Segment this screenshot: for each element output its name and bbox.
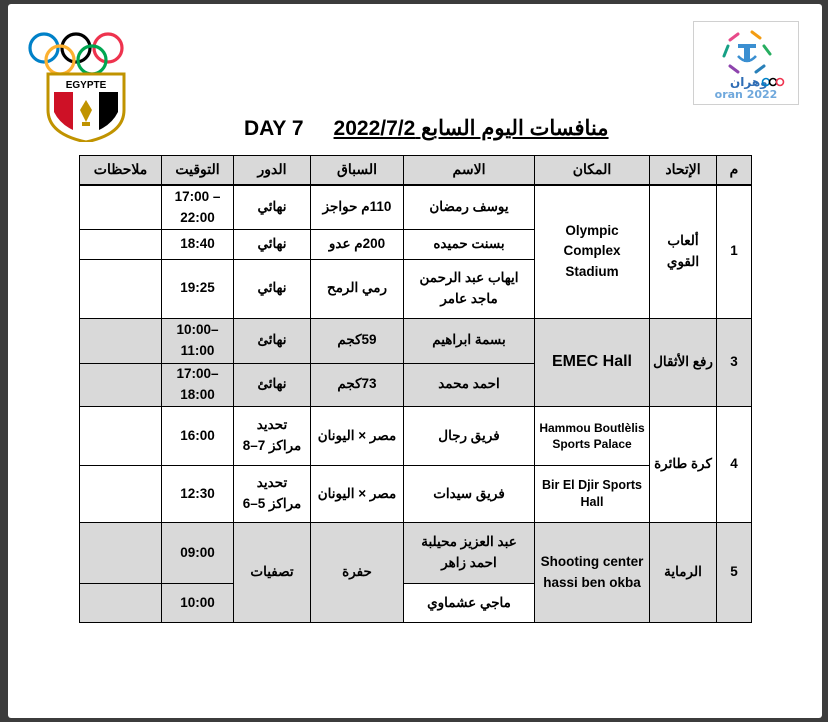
- event-cell: 110م حواجز: [311, 185, 404, 230]
- round-cell: [234, 407, 311, 466]
- title-arabic: منافسات اليوم السابع 2022/7/2: [333, 117, 609, 140]
- table-row: [80, 523, 752, 584]
- time-cell: [162, 318, 234, 363]
- name-cell: يوسف رمضان: [404, 185, 535, 230]
- round-line: تحديد: [256, 475, 288, 491]
- time-line: 18:00: [180, 386, 215, 402]
- time-cell: 10:00: [162, 584, 234, 623]
- name-cell: احمد محمد: [404, 363, 535, 407]
- table-row: [80, 318, 752, 363]
- header-no: م: [717, 156, 752, 186]
- venue-cell: Shooting center hassi ben okba: [535, 523, 650, 623]
- header-name: الاسم: [404, 156, 535, 186]
- notes-cell: [80, 584, 162, 623]
- oran-2022-logo: [693, 21, 799, 105]
- table-row: [80, 407, 752, 466]
- event-cell: 73كجم: [311, 363, 404, 407]
- schedule-table: [79, 155, 752, 623]
- name-cell: بسنت حميده: [404, 230, 535, 260]
- event-cell: 200م عدو: [311, 230, 404, 260]
- page-title: [244, 116, 609, 141]
- egypt-olympic-committee-logo: [24, 30, 148, 142]
- row-number: 4: [717, 407, 752, 523]
- table-header-row: [80, 156, 752, 186]
- time-cell: [162, 363, 234, 407]
- notes-cell: [80, 259, 162, 318]
- name-line: ايهاب عبد الرحمن: [419, 269, 519, 285]
- header-time: التوقيت: [162, 156, 234, 186]
- name-cell: فريق سيدات: [404, 466, 535, 523]
- time-line: 11:00: [180, 342, 215, 358]
- round-cell: نهائي: [234, 259, 311, 318]
- header-federation: الإتحاد: [650, 156, 717, 186]
- federation-cell: رفع الأثقال: [650, 318, 717, 406]
- name-cell: [404, 259, 535, 318]
- document-page: [8, 4, 822, 718]
- time-cell: 16:00: [162, 407, 234, 466]
- name-line: عبد العزيز محيلبة: [421, 534, 517, 550]
- name-line: احمد زاهر: [441, 555, 497, 571]
- name-cell: فريق رجال: [404, 407, 535, 466]
- notes-cell: [80, 185, 162, 230]
- name-cell: ماجي عشماوي: [404, 584, 535, 623]
- name-cell: [404, 523, 535, 584]
- federation-cell: الرماية: [650, 523, 717, 623]
- name-line: ماجد عامر: [440, 290, 498, 306]
- notes-cell: [80, 407, 162, 466]
- svg-text:oran 2022: oran 2022: [714, 88, 778, 101]
- title-day: DAY 7: [244, 117, 304, 140]
- row-number: 1: [717, 185, 752, 318]
- notes-cell: [80, 318, 162, 363]
- time-line: 17:00–: [176, 365, 219, 381]
- notes-cell: [80, 466, 162, 523]
- time-cell: 09:00: [162, 523, 234, 584]
- time-line: 10:00–: [176, 321, 219, 337]
- round-line: تحديد: [256, 417, 288, 433]
- event-cell: مصر × اليونان: [311, 407, 404, 466]
- time-cell: 17:00 – 22:00: [162, 185, 234, 230]
- event-cell: 59كجم: [311, 318, 404, 363]
- round-line: مراكز 7–8: [242, 438, 302, 454]
- row-number: 5: [717, 523, 752, 623]
- round-line: مراكز 5–6: [242, 496, 302, 512]
- notes-cell: [80, 363, 162, 407]
- round-cell: نهائي: [234, 185, 311, 230]
- venue-cell: Hammou Boutlèlis Sports Palace: [535, 407, 650, 466]
- header-event: السباق: [311, 156, 404, 186]
- round-cell: نهائي: [234, 230, 311, 260]
- header-notes: ملاحظات: [80, 156, 162, 186]
- notes-cell: [80, 523, 162, 584]
- federation-cell: كرة طائرة: [650, 407, 717, 523]
- round-cell: تصفيات: [234, 523, 311, 623]
- time-cell: 18:40: [162, 230, 234, 260]
- federation-cell: ألعاب القوي: [650, 185, 717, 318]
- event-cell: رمي الرمح: [311, 259, 404, 318]
- time-cell: 12:30: [162, 466, 234, 523]
- name-cell: بسمة ابراهيم: [404, 318, 535, 363]
- notes-cell: [80, 230, 162, 260]
- round-cell: نهائئ: [234, 363, 311, 407]
- table-row: [80, 185, 752, 230]
- svg-text:وهران: وهران: [730, 75, 768, 89]
- venue-cell: Bir El Djir Sports Hall: [535, 466, 650, 523]
- event-cell: مصر × اليونان: [311, 466, 404, 523]
- svg-text:EGYPTE: EGYPTE: [65, 80, 107, 91]
- header-venue: المكان: [535, 156, 650, 186]
- round-cell: [234, 466, 311, 523]
- time-cell: 19:25: [162, 259, 234, 318]
- row-number: 3: [717, 318, 752, 406]
- oran-emblem-icon: [694, 22, 798, 104]
- event-cell: حفرة: [311, 523, 404, 623]
- header-round: الدور: [234, 156, 311, 186]
- venue-cell: Olympic Complex Stadium: [535, 185, 650, 318]
- round-cell: نهائئ: [234, 318, 311, 363]
- venue-cell: EMEC Hall: [535, 318, 650, 406]
